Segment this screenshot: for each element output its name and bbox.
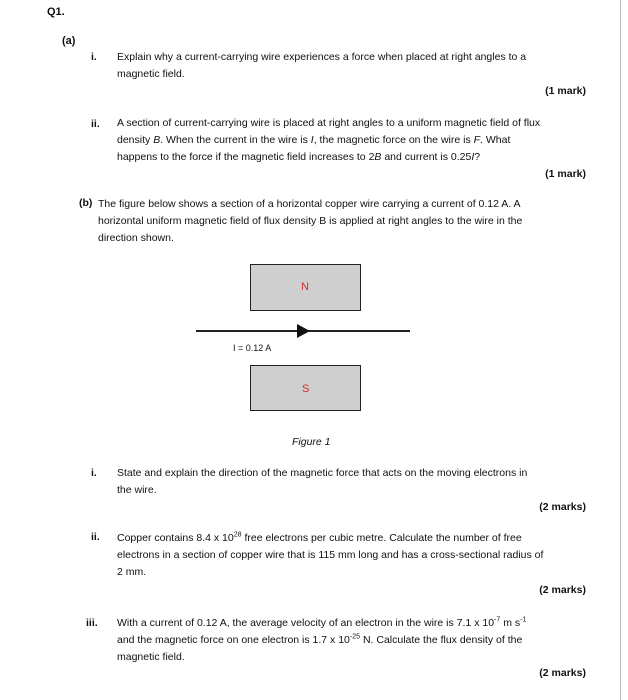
part-b-i-numeral: i. [91, 467, 97, 479]
part-b-iii-line3: magnetic field. [117, 651, 185, 663]
south-magnet [250, 365, 361, 411]
part-b-i-line1: State and explain the direction of the magnetic force that acts on the moving electrons in [117, 467, 528, 479]
north-pole-label: N [301, 281, 309, 293]
part-a-i-line1: Explain why a current-carrying wire experiences a force when placed at right angles to a [117, 51, 527, 63]
part-b-ii-line2: electrons in a section of copper wire that is 115 mm long and has a cross-sectional radius of [117, 549, 544, 561]
north-magnet [250, 264, 361, 311]
part-a-ii-line3: happens to the force if the magnetic field increases to 2B and current is 0.25I? [117, 151, 481, 163]
current-direction-arrow-icon [297, 324, 310, 338]
part-b-line3: direction shown. [98, 232, 174, 244]
part-b-ii-line3: 2 mm. [117, 566, 147, 578]
current-label: I = 0.12 A [233, 343, 272, 353]
part-b-iii-text [117, 615, 607, 666]
part-b-ii-text [117, 530, 607, 581]
part-b-label: (b) [79, 197, 93, 209]
part-a-ii-marks: (1 mark) [545, 168, 586, 180]
part-b-i-line2: the wire. [117, 484, 157, 496]
part-b-iii-marks: (2 marks) [539, 667, 586, 679]
part-b-intro [98, 196, 603, 247]
part-b-ii-line1: Copper contains 8.4 x $10^{28}$ free electrons per cubic metre. Calculate the number of free [117, 531, 522, 544]
part-a-i-line2: magnetic field. [117, 68, 185, 80]
part-a-ii-text [117, 115, 607, 166]
figure-caption: Figure 1 [292, 436, 331, 448]
part-a-ii-line2: density B. When the current in the wire is I, the magnetic force on the wire is F. What [117, 134, 511, 146]
page-edge-line [620, 0, 621, 700]
part-a-i-numeral: i. [91, 51, 97, 63]
part-a-label: (a) [62, 35, 76, 47]
part-b-line2: horizontal uniform magnetic field of flux density B is applied at right angles to the wire in the [98, 215, 523, 227]
part-b-ii-numeral: ii. [91, 531, 100, 543]
part-b-ii-marks: (2 marks) [539, 584, 586, 596]
part-a-i-text [117, 49, 607, 83]
part-a-i-marks: (1 mark) [545, 85, 586, 97]
part-a-ii-numeral: ii. [91, 118, 100, 130]
part-b-i-marks: (2 marks) [539, 501, 586, 513]
south-pole-label: S [302, 383, 310, 395]
question-number: Q1. [47, 6, 65, 18]
part-b-line1: The figure below shows a section of a horizontal copper wire carrying a current of 0.12 A. A [98, 198, 521, 210]
part-a-ii-line1: A section of current-carrying wire is placed at right angles to a uniform magnetic field of flux [117, 117, 541, 129]
part-b-iii-line2: and the magnetic force on one electron is 1.7 x $10^{-25}$ N. Calculate the flux density of the [117, 633, 523, 646]
part-b-iii-numeral: iii. [86, 617, 98, 629]
part-b-i-text [117, 465, 607, 499]
part-b-iii-line1: With a current of 0.12 A, the average velocity of an electron in the wire is 7.1 x $10^{-7}$ m $s^{-1}$ [117, 616, 527, 629]
